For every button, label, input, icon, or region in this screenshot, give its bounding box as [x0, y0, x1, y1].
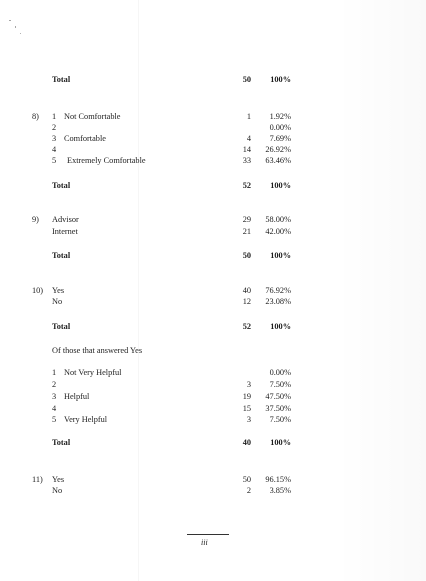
row-label: Extremely Comfortable	[67, 156, 146, 165]
scan-speck	[15, 26, 16, 28]
scan-speck	[20, 33, 21, 34]
table-row	[0, 485, 426, 496]
response-percent: 100%	[270, 322, 291, 331]
scale-value: 5	[52, 156, 57, 165]
response-count: 1	[246, 112, 251, 121]
table-row	[0, 367, 426, 378]
table-row	[0, 214, 426, 225]
row-label: Total	[52, 438, 71, 447]
response-percent: 100%	[270, 438, 291, 447]
row-label: Helpful	[64, 392, 90, 401]
scale-value: 5	[52, 415, 57, 424]
response-count: 40	[242, 438, 251, 447]
response-count: 50	[242, 251, 251, 260]
row-label: Not Very Helpful	[64, 368, 122, 377]
row-label: Of those that answered Yes	[52, 346, 143, 355]
scale-value: 4	[52, 145, 57, 154]
row-label: Internet	[52, 227, 78, 236]
table-row	[0, 403, 426, 414]
table-row	[0, 250, 426, 261]
table-row	[0, 437, 426, 448]
table-row	[0, 296, 426, 307]
question-number: 10)	[32, 286, 44, 295]
row-label: Advisor	[52, 215, 79, 224]
response-percent: 76.92%	[265, 286, 291, 295]
response-count: 50	[242, 475, 251, 484]
table-row	[0, 474, 426, 485]
table-row	[0, 379, 426, 390]
response-percent: 100%	[270, 251, 291, 260]
scale-value: 1	[52, 368, 57, 377]
response-percent: 26.92%	[265, 145, 291, 154]
response-percent: 0.00%	[269, 123, 291, 132]
table-row	[0, 155, 426, 166]
table-row	[0, 285, 426, 296]
row-label: No	[52, 297, 63, 306]
response-percent: 96.15%	[265, 475, 291, 484]
row-label: Yes	[52, 286, 65, 295]
table-row	[0, 180, 426, 191]
response-percent: 47.50%	[265, 392, 291, 401]
scale-value: 3	[52, 134, 57, 143]
response-count: 3	[246, 415, 251, 424]
response-percent: 7.50%	[269, 415, 291, 424]
scale-value: 1	[52, 112, 57, 121]
table-row	[0, 122, 426, 133]
row-label: Total	[52, 181, 71, 190]
table-row	[0, 133, 426, 144]
scale-value: 4	[52, 404, 57, 413]
scan-speck	[9, 20, 11, 21]
response-count: 33	[242, 156, 251, 165]
row-label: Total	[52, 322, 71, 331]
table-row	[0, 226, 426, 237]
response-percent: 1.92%	[269, 112, 291, 121]
scale-value: 3	[52, 392, 57, 401]
table-row	[0, 144, 426, 155]
table-row	[0, 345, 426, 356]
response-percent: 3.85%	[269, 486, 291, 495]
response-percent: 100%	[270, 75, 291, 84]
scale-value: 2	[52, 123, 57, 132]
response-percent: 7.69%	[269, 134, 291, 143]
response-percent: 7.50%	[269, 380, 291, 389]
question-number: 11)	[32, 475, 43, 484]
row-label: Total	[52, 75, 71, 84]
row-label: Not Comfortable	[64, 112, 121, 121]
response-percent: 63.46%	[265, 156, 291, 165]
row-label: Total	[52, 251, 71, 260]
table-row	[0, 321, 426, 332]
response-count: 40	[242, 286, 251, 295]
response-count: 4	[246, 134, 251, 143]
row-label: Comfortable	[64, 134, 106, 143]
table-row	[0, 414, 426, 425]
table-row	[0, 74, 426, 85]
question-number: 8)	[32, 112, 39, 121]
scale-value: 2	[52, 380, 57, 389]
response-percent: 42.00%	[265, 227, 291, 236]
response-count: 3	[246, 380, 251, 389]
response-count: 21	[242, 227, 251, 236]
response-count: 14	[242, 145, 251, 154]
response-count: 50	[242, 75, 251, 84]
response-percent: 23.08%	[265, 297, 291, 306]
response-percent: 37.50%	[265, 404, 291, 413]
question-number: 9)	[32, 215, 39, 224]
response-count: 19	[242, 392, 251, 401]
response-count: 2	[246, 486, 251, 495]
footer-rule	[187, 534, 229, 535]
response-percent: 100%	[270, 181, 291, 190]
row-label: Yes	[52, 475, 65, 484]
row-label: Very Helpful	[64, 415, 108, 424]
response-count: 15	[242, 404, 251, 413]
response-count: 52	[242, 181, 251, 190]
response-percent: 58.00%	[265, 215, 291, 224]
row-label: No	[52, 486, 63, 495]
table-row	[0, 111, 426, 122]
response-count: 29	[242, 215, 251, 224]
table-row	[0, 391, 426, 402]
page-number: iii	[201, 538, 208, 547]
response-count: 52	[242, 322, 251, 331]
response-percent: 0.00%	[269, 368, 291, 377]
response-count: 12	[242, 297, 251, 306]
